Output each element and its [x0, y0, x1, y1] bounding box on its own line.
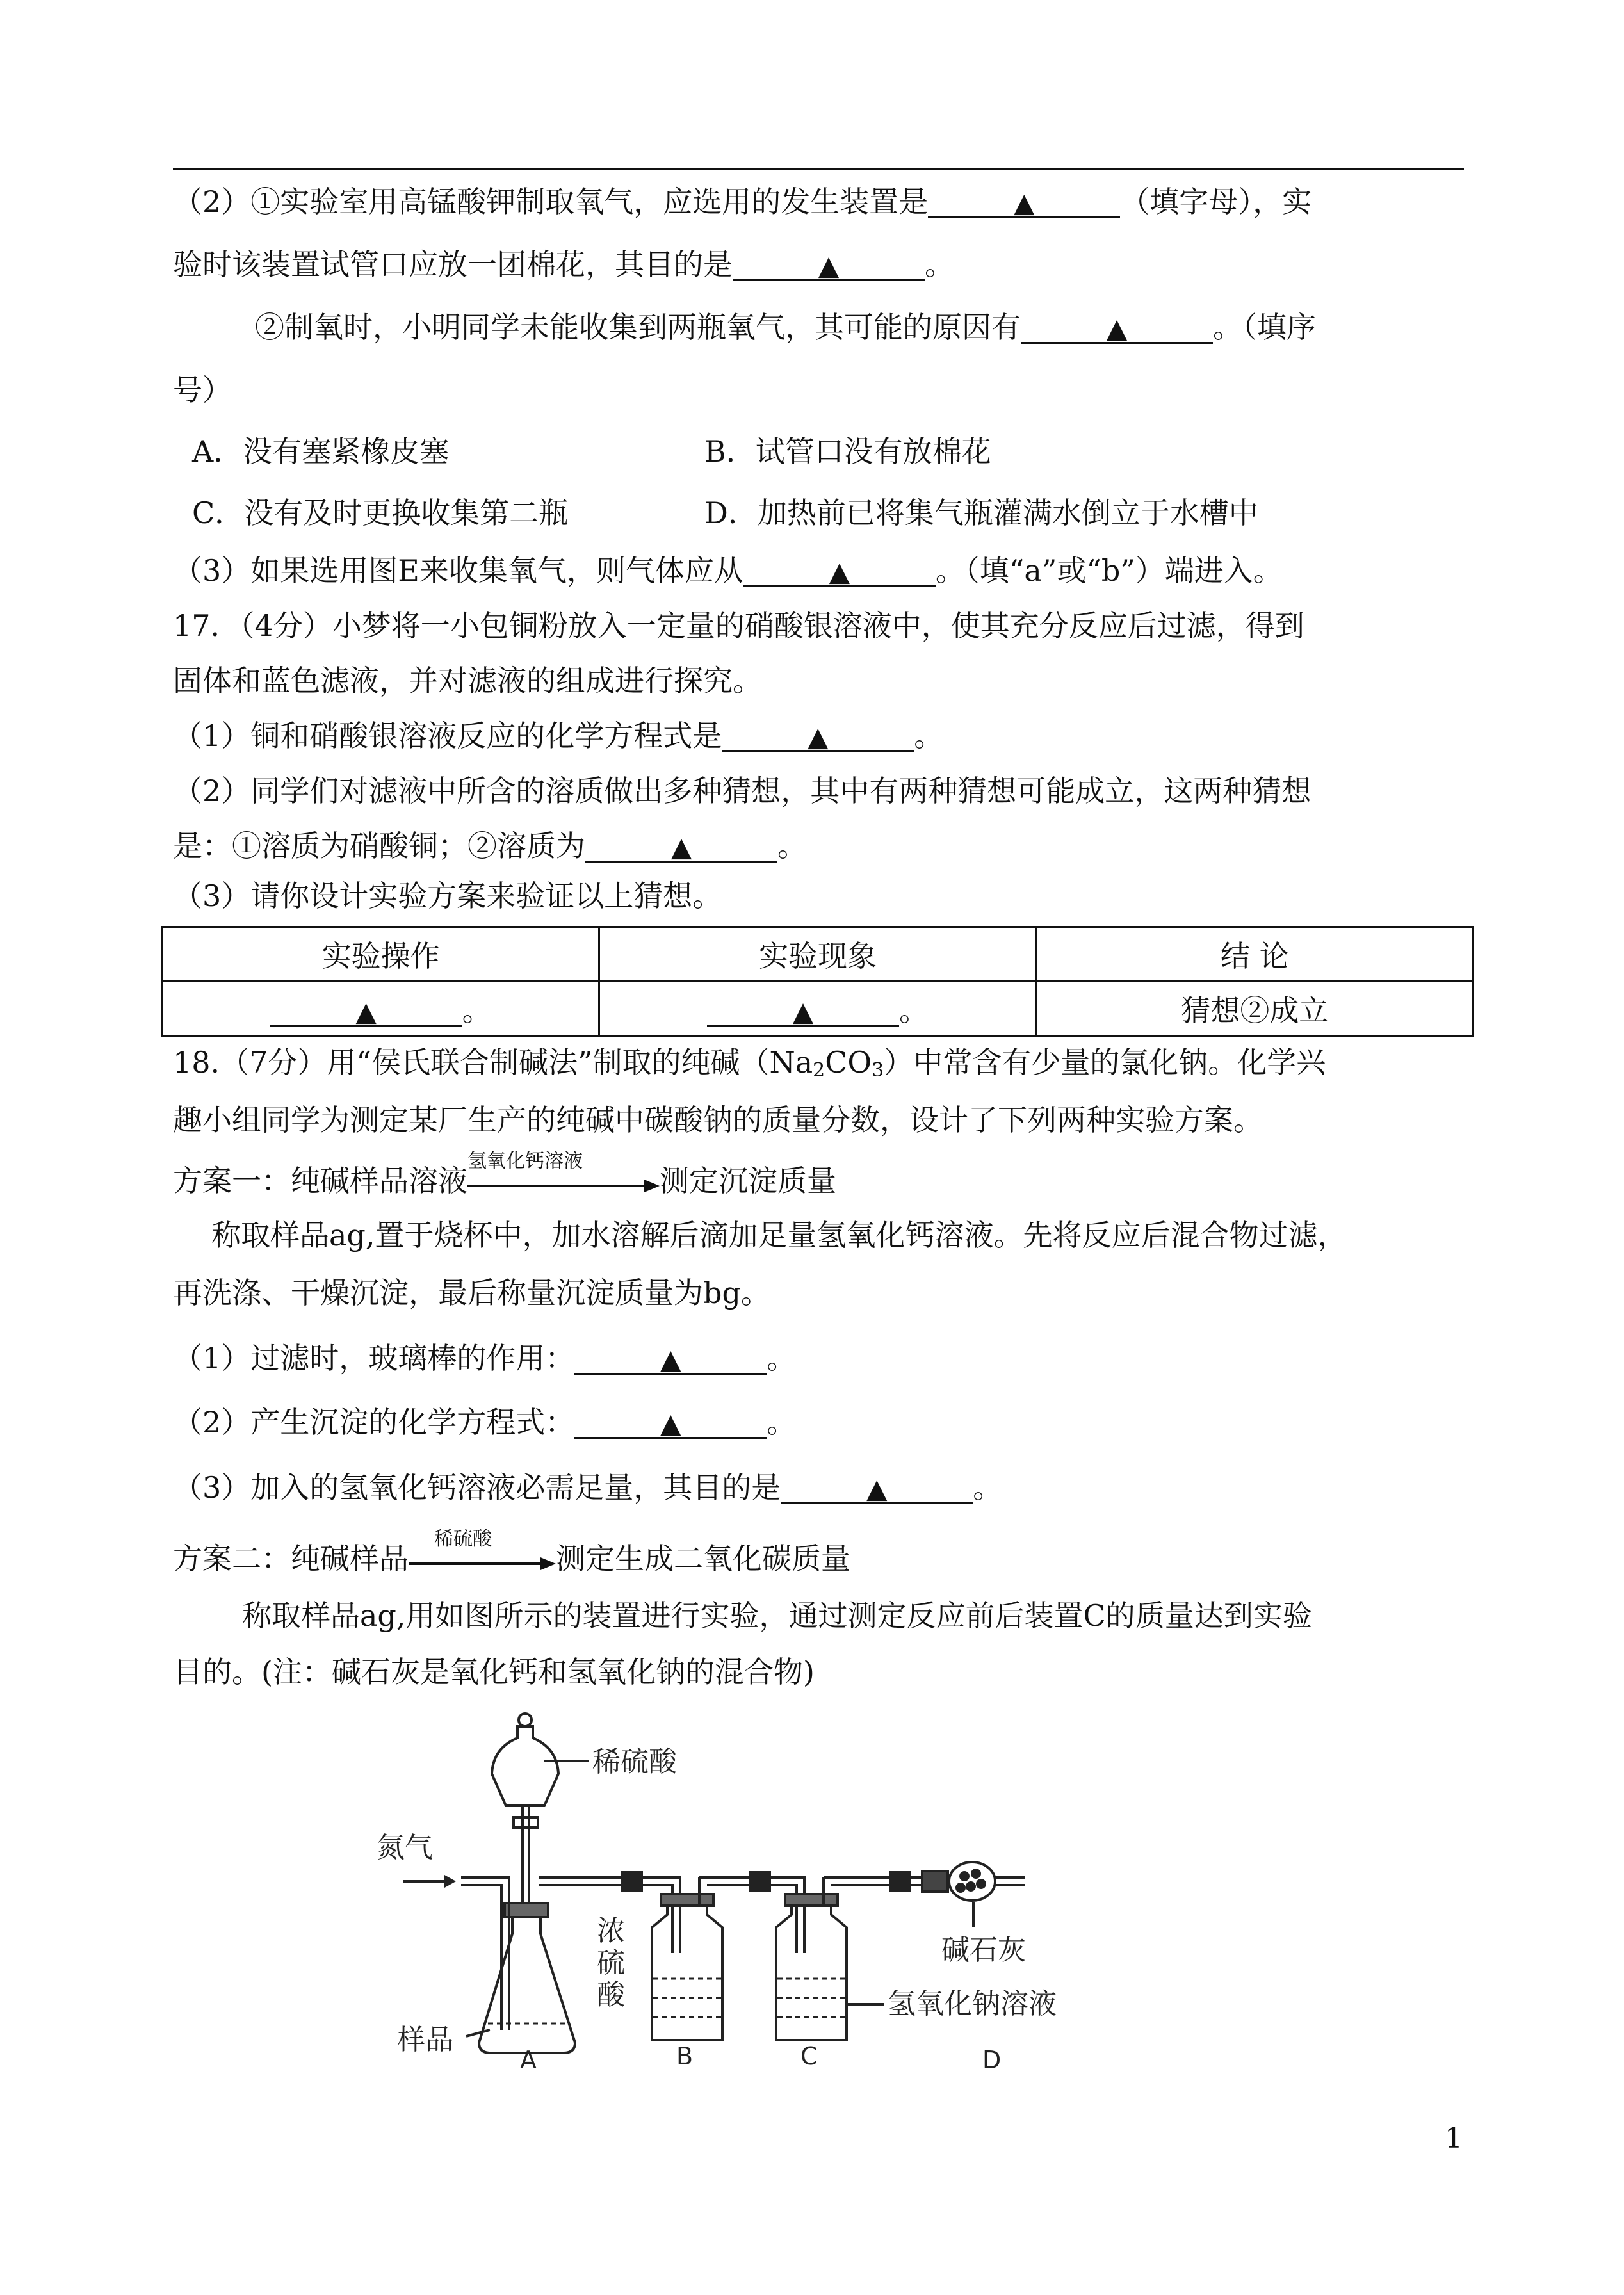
- answer-blank[interactable]: ▲: [781, 1473, 973, 1504]
- q17-2-line1: （2）同学们对滤液中所含的溶质做出多种猜想，其中有两种猜想可能成立，这两种猜想: [173, 774, 1311, 808]
- answer-blank[interactable]: ▲: [574, 1343, 767, 1375]
- answer-blank[interactable]: ▲: [733, 250, 925, 281]
- table-cell: ▲ 。: [599, 982, 1036, 1036]
- label-nitrogen: 氮气: [377, 1831, 433, 1864]
- gas-bottle-b: [652, 1906, 722, 2040]
- plan-two-desc-2: 目的。(注：碱石灰是氧化钙和氢氧化钠的混合物): [173, 1655, 815, 1689]
- q16-2-line3: ②制氧时，小明同学未能收集到两瓶氧气，其可能的原因有 ▲ 。（填序: [255, 310, 1316, 345]
- label-dilute-sulfuric-acid: 稀硫酸: [592, 1746, 677, 1778]
- answer-blank[interactable]: ▲: [1021, 312, 1213, 344]
- label-a: A: [520, 2046, 537, 2068]
- rubber-tube: [751, 1872, 770, 1890]
- table-cell: 猜想②成立: [1036, 982, 1473, 1036]
- label-c: C: [800, 2042, 818, 2068]
- table-cell: ▲ 。: [163, 982, 599, 1036]
- q16-2-line1: （2）①实验室用高锰酸钾制取氧气，应选用的发生装置是 ▲ （填字母），实: [173, 184, 1312, 219]
- q18-heading-2: 趣小组同学为测定某厂生产的纯碱中碳酸钠的质量分数，设计了下列两种实验方案。: [173, 1103, 1263, 1137]
- option-c: C．没有及时更换收集第二瓶: [192, 496, 569, 530]
- q16-2-line2: 验时该装置试管口应放一团棉花，其目的是 ▲ 。: [173, 247, 954, 282]
- option-b: B．试管口没有放棉花: [704, 434, 991, 469]
- table-header-cell: 实验现象: [599, 927, 1036, 982]
- label-conc-acid-3: 酸: [597, 1979, 625, 2011]
- q16-2-line4: 号）: [173, 373, 232, 407]
- q17-heading: 17．（4分）小梦将一小包铜粉放入一定量的硝酸银溶液中，使其充分反应后过滤，得到: [173, 608, 1304, 643]
- label-soda-lime: 碱石灰: [941, 1934, 1026, 1967]
- option-d: D．加热前已将集气瓶灌满水倒立于水槽中: [704, 496, 1258, 530]
- q17-3-line: （3）请你设计实验方案来验证以上猜想。: [173, 879, 722, 913]
- conical-flask-a: [479, 1917, 575, 2053]
- flask-stopper: [505, 1903, 548, 1917]
- plan-one-desc-1: 称取样品ag,置于烧杯中，加水溶解后滴加足量氢氧化钙溶液。先将反应后混合物过滤，: [211, 1218, 1347, 1253]
- drying-tube-stopper: [922, 1871, 948, 1892]
- q17-1-line: （1）铜和硝酸银溶液反应的化学方程式是 ▲ 。: [173, 718, 944, 753]
- label-conc-acid-2: 硫: [597, 1947, 625, 1979]
- label-d: D: [982, 2046, 1002, 2068]
- table-header-row: [163, 927, 1474, 982]
- apparatus-diagram: [371, 1710, 1140, 2068]
- rubber-tube: [622, 1872, 642, 1890]
- plan-two-desc-1: 称取样品ag,用如图所示的装置进行实验，通过测定反应前后装置C的质量达到实验: [242, 1598, 1312, 1633]
- funnel-stopper: [519, 1714, 532, 1726]
- q18-1-line: （1）过滤时，玻璃棒的作用： ▲ 。: [173, 1341, 797, 1375]
- reaction-arrow: 氢氧化钙溶液: [467, 1159, 660, 1191]
- answer-blank[interactable]: ▲: [574, 1407, 767, 1439]
- answer-blank[interactable]: ▲: [743, 556, 936, 587]
- q18-3-line: （3）加入的氢氧化钙溶液必需足量，其目的是 ▲ 。: [173, 1470, 1003, 1505]
- plan-two: 方案二：纯碱样品 稀硫酸 测定生成二氧化碳质量: [173, 1528, 850, 1576]
- answer-blank[interactable]: ▲: [707, 996, 899, 1027]
- gas-bottle-c: [776, 1906, 847, 2040]
- q17-2-line2: 是：①溶质为硝酸铜；②溶质为 ▲ 。: [173, 829, 807, 863]
- label-b: B: [676, 2042, 694, 2068]
- plan-one-desc-2: 再洗涤、干燥沉淀，最后称量沉淀质量为bg。: [173, 1276, 770, 1310]
- reaction-arrow: 稀硫酸: [409, 1537, 556, 1569]
- drying-tube-d: [949, 1862, 995, 1901]
- page-number: 1: [1445, 2122, 1463, 2155]
- experiment-table: [161, 926, 1474, 1037]
- label-naoh-solution: 氢氧化钠溶液: [888, 1988, 1057, 2020]
- header-rule: [173, 168, 1464, 170]
- label-conc-acid-1: 浓: [597, 1915, 625, 1947]
- q18-heading: 18.（7分）用“侯氏联合制碱法”制取的纯碱$(Na_2CO_3)$中常含有少量的氯化钠。化学兴: [173, 1045, 1326, 1082]
- answer-blank[interactable]: ▲: [585, 831, 777, 863]
- separatory-funnel: [492, 1726, 558, 1806]
- funnel-stopcock: [514, 1817, 538, 1828]
- label-sample: 样品: [397, 2023, 453, 2056]
- q17-heading-2: 固体和蓝色滤液，并对滤液的组成进行探究。: [173, 663, 762, 698]
- bottle-b-stopper: [661, 1894, 713, 1906]
- q18-2-line: （2）产生沉淀的化学方程式： ▲ 。: [173, 1405, 797, 1439]
- answer-blank[interactable]: ▲: [722, 721, 914, 752]
- option-a: A．没有塞紧橡皮塞: [192, 434, 450, 469]
- table-header-cell: 实验操作: [163, 927, 599, 982]
- q16-3-line: （3）如果选用图E来收集氧气，则气体应从 ▲ 。（填“a”或“b”）端进入。: [173, 553, 1283, 588]
- table-row: [163, 982, 1474, 1036]
- answer-blank[interactable]: ▲: [270, 996, 462, 1027]
- answer-blank[interactable]: ▲: [928, 187, 1120, 218]
- bottle-c-stopper: [785, 1894, 838, 1906]
- rubber-tube: [890, 1872, 909, 1890]
- plan-one: 方案一：纯碱样品溶液 氢氧化钙溶液 测定沉淀质量: [173, 1150, 836, 1198]
- table-header-cell: 结 论: [1036, 927, 1473, 982]
